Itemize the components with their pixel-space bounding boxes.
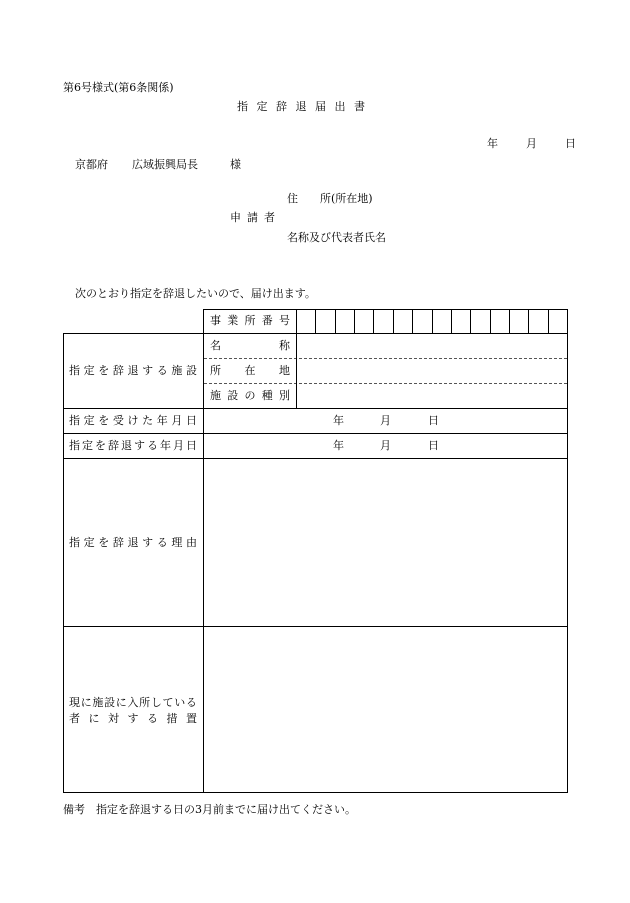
applicant-role-label: 申請者 [230, 211, 281, 224]
label-char: 地 [279, 364, 290, 377]
label-char: を [95, 439, 106, 452]
label-char: 現 [69, 696, 80, 709]
label-char: す [127, 712, 139, 725]
label-char: る [185, 696, 197, 709]
label-char: に [88, 712, 100, 725]
table-line [63, 333, 64, 793]
office-number-box-divider [393, 309, 394, 334]
measures-label-line1 [69, 697, 197, 708]
withdrawal-date-month: 月 [380, 439, 391, 452]
label-char: 理 [171, 536, 183, 549]
label-char: 定 [83, 364, 95, 377]
designated-date-month: 月 [380, 414, 391, 427]
label-char: 指 [69, 439, 80, 452]
label-char: す [134, 439, 145, 452]
office-number-box-divider [373, 309, 374, 334]
table-line [63, 433, 567, 434]
facility-group-label [69, 365, 197, 376]
withdrawal-date-label [69, 440, 197, 451]
label-char: に [115, 696, 127, 709]
label-char: 所 [210, 364, 221, 377]
facility-type-input[interactable] [297, 384, 567, 408]
office-number-label [210, 315, 290, 326]
label-char: る [147, 439, 158, 452]
label-char: 所 [244, 314, 256, 327]
designated-date-day: 日 [428, 414, 439, 427]
label-char: 事 [210, 314, 221, 327]
designated-date-label [69, 415, 197, 426]
label-char: 年 [160, 439, 171, 452]
label-char: 者 [69, 712, 80, 725]
office-number-box-divider [451, 309, 452, 334]
label-char: 称 [279, 339, 290, 352]
label-char: 退 [127, 364, 139, 377]
label-char: 日 [186, 439, 197, 452]
label-char: 別 [279, 389, 290, 402]
table-line [567, 309, 568, 793]
facility-name-input[interactable] [297, 334, 567, 358]
label-char: し [150, 696, 162, 709]
office-number-box-divider [315, 309, 316, 334]
label-char: を [98, 414, 110, 427]
facility-name-label [210, 340, 290, 351]
label-char: を [98, 364, 110, 377]
form-number: 第6号様式(第6条関係) [63, 81, 174, 94]
label-char: る [156, 536, 168, 549]
label-char: 置 [186, 712, 197, 725]
label-char: 辞 [112, 536, 124, 549]
table-line [63, 792, 567, 793]
label-char: け [127, 414, 139, 427]
label-char: 由 [186, 536, 197, 549]
label-char: 設 [227, 389, 239, 402]
label-char: に [80, 696, 92, 709]
office-number-box-divider [412, 309, 413, 334]
addressee-office: 広域振興局長 [132, 158, 198, 171]
office-number-box-divider [490, 309, 491, 334]
date-month: 月 [526, 137, 537, 150]
date-year: 年 [487, 137, 498, 150]
office-number-box-divider [509, 309, 510, 334]
note: 備考 指定を辞退する日の3月前までに届け出てください。 [63, 803, 356, 816]
facility-location-input[interactable] [297, 359, 567, 383]
label-char: 月 [173, 439, 184, 452]
intro-text: 次のとおり指定を辞退したいので、届け出ます。 [75, 287, 316, 300]
measures-input[interactable] [204, 627, 567, 792]
label-char: 施 [210, 389, 221, 402]
label-char: 在 [244, 364, 256, 377]
date-line [487, 138, 576, 149]
table-line [63, 408, 567, 409]
withdrawal-date-day: 日 [428, 439, 439, 452]
label-char: る [156, 364, 168, 377]
label-char: 設 [104, 696, 116, 709]
label-char: 種 [261, 389, 273, 402]
label-char: す [142, 364, 154, 377]
addressee-honorific: 様 [230, 158, 241, 171]
addressee [75, 159, 241, 170]
designated-date-year: 年 [333, 414, 344, 427]
label-char: 辞 [108, 439, 119, 452]
date-day: 日 [565, 137, 576, 150]
label-char: 号 [279, 314, 290, 327]
label-char: 措 [166, 712, 178, 725]
reason-label [69, 537, 197, 548]
label-char: 受 [112, 414, 124, 427]
label-char: 対 [108, 712, 119, 725]
withdrawal-date-year: 年 [333, 439, 344, 452]
label-char: る [147, 712, 158, 725]
reason-input[interactable] [204, 459, 567, 626]
label-char: 定 [82, 439, 93, 452]
label-char: 年 [156, 414, 168, 427]
label-char: 名 [210, 339, 221, 352]
label-char: 定 [83, 536, 95, 549]
label-char: の [244, 389, 256, 402]
label-char: た [142, 414, 154, 427]
label-char: 日 [186, 414, 197, 427]
office-number-box-divider [470, 309, 471, 334]
label-char: 番 [261, 314, 273, 327]
addressee-prefecture: 京都府 [75, 158, 108, 171]
label-char: 設 [186, 364, 197, 377]
applicant-address-label: 住 所(所在地) [287, 192, 373, 205]
label-char: て [162, 696, 174, 709]
label-char: 辞 [112, 364, 124, 377]
label-char: 月 [171, 414, 183, 427]
facility-type-label [210, 390, 290, 401]
office-number-box-divider [528, 309, 529, 334]
label-char: 指 [69, 364, 80, 377]
label-char: 退 [127, 536, 139, 549]
applicant-name-label: 名称及び代表者氏名 [287, 231, 386, 244]
label-char: 指 [69, 414, 80, 427]
label-char: す [142, 536, 154, 549]
label-char: 業 [227, 314, 239, 327]
office-number-box-divider [354, 309, 355, 334]
measures-label-line2 [69, 713, 197, 724]
label-char: 所 [139, 696, 151, 709]
label-char: を [98, 536, 110, 549]
label-char: い [174, 696, 186, 709]
label-char: 定 [83, 414, 95, 427]
label-char: 退 [121, 439, 132, 452]
office-number-box-divider [548, 309, 549, 334]
label-char: 指 [69, 536, 80, 549]
label-char: 施 [92, 696, 104, 709]
document-title: 指定辞退届出書 [237, 100, 374, 113]
label-char: 施 [171, 364, 183, 377]
table-line [203, 309, 567, 310]
facility-location-label [210, 365, 290, 376]
label-char: 入 [127, 696, 139, 709]
office-number-box-divider [335, 309, 336, 334]
office-number-box-divider [432, 309, 433, 334]
